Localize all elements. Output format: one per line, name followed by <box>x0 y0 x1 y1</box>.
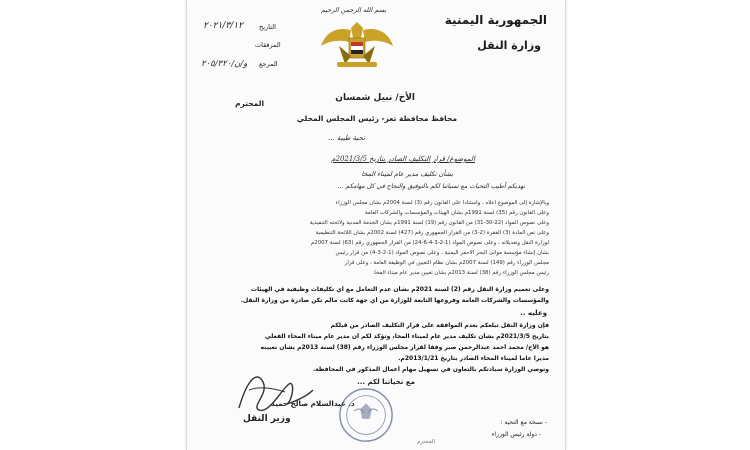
copies-heading: - نسخة مع التحية : <box>500 419 547 426</box>
reference-value: و/ن/٢٠٥/٣٢٠ <box>201 59 248 69</box>
and-therefore: وعليه .. <box>520 309 547 317</box>
opening-greeting: نهديكم أطيب التحيات مع تمنياتنا لكم بالتوفيق والنجاح في كل مهامكم ... <box>337 183 525 190</box>
body-line: بشأن إنشاء مؤسسة موانئ البحر الأحمر اليمنية ، وعلى نصوص المواد (1-2-3-4) من قرار رئيس <box>335 250 549 256</box>
subject-line: الموضوع/ قرار التكليف الصادر بتاريخ 2021/3/5م <box>331 155 475 163</box>
yemen-eagle-emblem-icon <box>315 16 399 78</box>
date-label: التاريخ <box>259 23 276 31</box>
handwritten-signature <box>229 360 319 420</box>
decision-line: بتاريخ 2021/3/5م بشأن تكليف مدير عام لميناء المخا، وتؤكد لكم أن مدير عام ميناء المخاء الفعلي <box>265 333 549 340</box>
body-line: مجلس الوزراء رقم (149) لسنة 2007م بشأن نظام التعيين في الوظيفة العامة ، وعلى قرار <box>344 260 549 266</box>
reference-label: المرجع <box>259 60 278 68</box>
subject-detail: بشأن تكليف مدير عام لميناء المخا <box>361 170 453 178</box>
signatory-name: د. عبدالسلام صالح حميد <box>271 399 355 408</box>
salutation: المحترم <box>235 99 265 108</box>
recipient-position: محافظ محافظة تعز- رئيس المجلس المحلي <box>296 114 457 123</box>
greeting: تحية طيبة ... <box>327 134 365 142</box>
decision-line: وتوصي الوزارة سيادتكم بالتعاون في تسهيل مهام أعمال المذكور في المحافظة. <box>312 366 549 373</box>
letter-page <box>186 0 566 450</box>
decision-line: فإن وزارة النقل تبلغكم بعدم الموافقة على قرار التكليف الصادر من قبلكم <box>330 322 549 329</box>
date-value: ٢٠٢١/٣/١٢ <box>203 21 243 31</box>
attachments-label: المرفقات <box>255 41 281 49</box>
body-line: وعلى نص المادة (3) الفقرة (2-3) من القرار الجمهوري رقم (427) لسنة 2002م بشأن اللائحة التنظيمية <box>315 230 549 236</box>
body-line: لوزارة النقل وتعديلاته ، وعلى نصوص المواد (1-2-3-4-6-24) من القرار الجمهوري رقم (63) لسنة 2007م <box>310 240 549 246</box>
copies-footer-label: المحترم <box>416 439 435 445</box>
copies-item: - دولة رئيس الوزراء <box>491 431 541 438</box>
signatory-title: وزير النقل <box>243 414 291 424</box>
basmala: بسم الله الرحمن الرحيم <box>321 6 387 14</box>
body-line: وعلى القانون رقم (35) لسنة 1991م بشأن الهيئات والمؤسسات والشركات العامة <box>364 210 549 216</box>
decision-line: مديراً عاماً لميناء المخاء الصادر بتاريخ 2013/1/21م. <box>398 355 549 362</box>
circular-line: وعلى تعميم وزارة النقل رقم (2) لسنة 2021م بشأن عدم التعامل مع أي تكليفات وظيفية في الهيئات <box>250 286 549 293</box>
recipient-name: الأخ/ نبيل شمسان <box>335 93 415 103</box>
ministry-seal-stamp-icon <box>337 386 395 444</box>
republic-title: الجمهورية اليمنية <box>444 13 547 27</box>
body-line: وبالإشارة إلى الموضوع أعلاه ، واستناداً على القانون رقم (3) لسنة 2004م بشأن مجلس الوزراء <box>335 200 549 206</box>
decision-line: هو الأخ/ محمد أحمد عبدالرحمن صبر وفقاً لقرار مجلس الوزراء رقم (38) لسنة 2013م بشأن تعيينه <box>260 344 549 351</box>
body-line: وعلى نصوص المواد (22-30-31) من القانون رقم (19) لسنة 1991م بشأن الخدمة المدنية ولائحته التنفيذية <box>309 220 549 226</box>
circular-line: والمؤسسات والشركات العامة وفروعها التابعة للوزارة من أي جهة كانت مالم تكن صادرة من وزارة النقل. <box>240 297 549 304</box>
closing: مع تحياتنا لكم ... <box>357 378 415 386</box>
ministry-title: وزارة النقل <box>477 39 541 52</box>
body-line: رئيس مجلس الوزراء رقم (38) لسنة 2013م بشأن تعيين مدير عام ميناء المخا. <box>372 270 549 276</box>
